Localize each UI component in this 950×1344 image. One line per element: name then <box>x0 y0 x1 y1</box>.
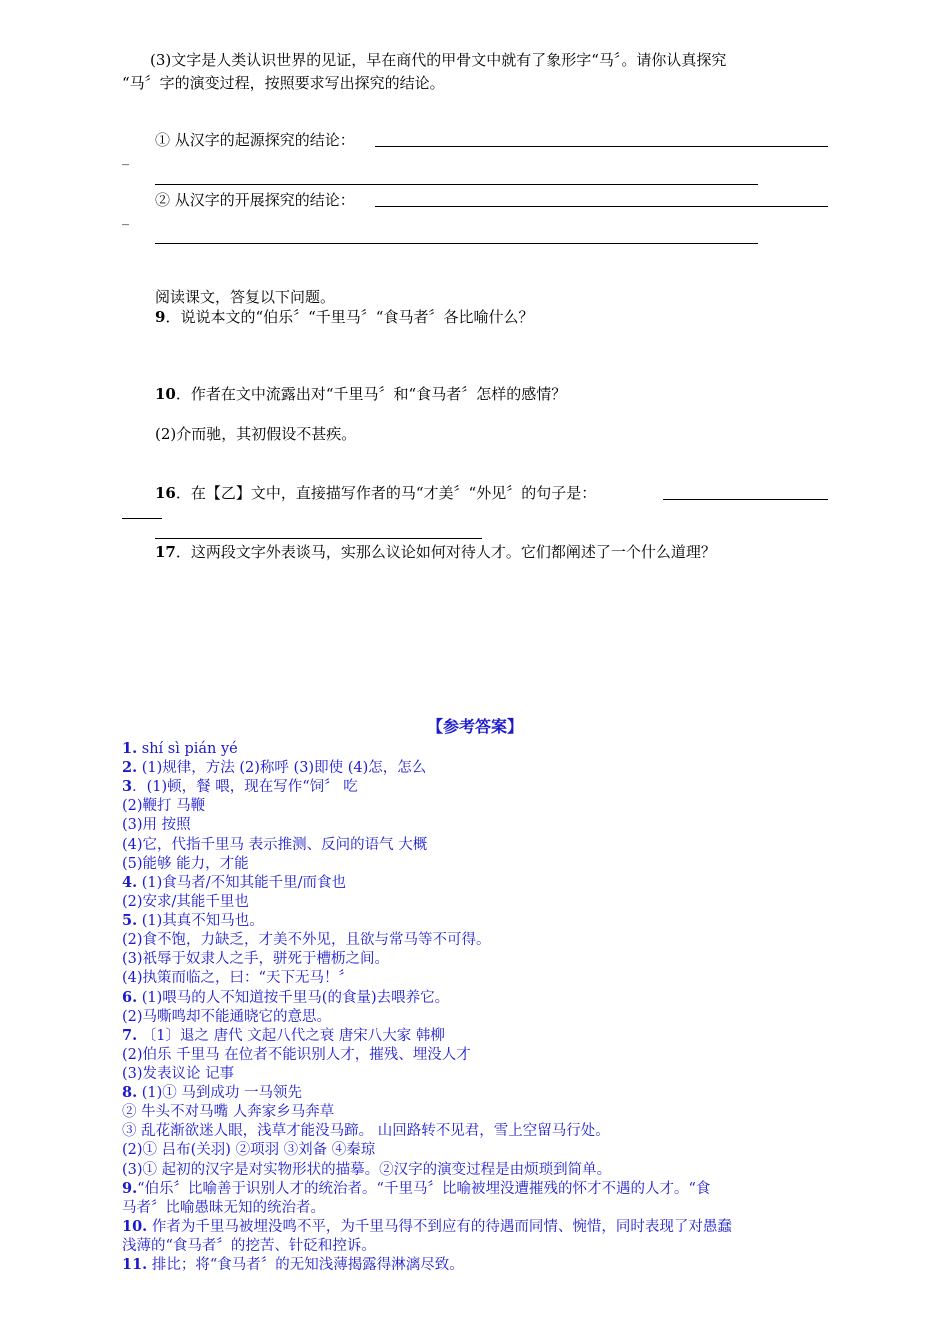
reading-intro: 阅读课文，答复以下问题。 <box>155 288 336 306</box>
answer-line: 10. 作者为千里马被埋没鸣不平，为千里马得不到应有的待遇而同情、惋惜，同时表现了对愚蠢 <box>122 1218 732 1235</box>
question-text: ．在【乙】文中，直接描写作者的马“才美〞“外见〞的句子是： <box>175 484 597 502</box>
question-number: 16 <box>155 484 176 502</box>
answer-line: (2)安求/其能千里也 <box>122 894 249 910</box>
answer-line: (2)马嘶鸣却不能通晓它的意思。 <box>122 1009 332 1025</box>
q3-item1-blank[interactable] <box>375 146 828 147</box>
question-17 <box>155 542 716 562</box>
answer-line: (2)伯乐 千里马 在位者不能识别人才，摧残、埋没人才 <box>122 1047 471 1063</box>
answer-line: 8. (1)① 马到成功 一马领先 <box>122 1084 303 1101</box>
answer-line: (3)用 按照 <box>122 817 191 833</box>
q3-item2-label: ② 从汉字的开展探究的结论： <box>155 191 355 209</box>
answer-line: 2. (1)规律，方法 (2)称呼 (3)即使 (4)怎，怎么 <box>122 759 427 776</box>
answer-line: 6. (1)喂马的人不知道按千里马(的食量)去喂养它。 <box>122 989 450 1006</box>
answer-line: 4. (1)食马者/不知其能千里/而食也 <box>122 874 347 891</box>
answer-line: 9.“伯乐〞比喻善于识别人才的统治者。“千里马〞比喻被埋没遭摧残的怀才不遇的人才。“食 <box>122 1180 711 1197</box>
answer-line: 浅薄的“食马者〞的挖苦、针砭和控诉。 <box>122 1238 376 1254</box>
answer-line: (4)执策而临之，曰：“天下无马！〞 <box>122 970 353 986</box>
q16-blank-cont[interactable] <box>122 518 162 519</box>
answer-line: (3)发表议论 记事 <box>122 1066 235 1082</box>
q3-line1: (3)文字是人类认识世界的见证，早在商代的甲骨文中就有了象形字“马〞。请你认真探究 <box>150 51 727 69</box>
question-text: ．这两段文字外表谈马，实那么议论如何对待人才。它们都阐述了一个什么道理？ <box>175 543 716 561</box>
question-number: 9 <box>155 308 166 326</box>
answer-line: 3．(1)顿，餐 喂，现在写作“饲〞 吃 <box>122 778 358 795</box>
answer-line: 马者〞比喻愚昧无知的统治者。 <box>122 1200 325 1216</box>
q3-item2-blank[interactable] <box>375 206 828 207</box>
answer-line: 7. 〔1〕退之 唐代 文起八代之衰 唐宋八大家 韩柳 <box>122 1027 445 1044</box>
answer-line: ② 牛头不对马嘴 人奔家乡马奔草 <box>122 1104 335 1120</box>
question-10 <box>155 384 566 404</box>
answer-line: 5. (1)其真不知马也。 <box>122 912 264 929</box>
sentence-2: (2)介而驰，其初假设不甚疾。 <box>155 425 357 443</box>
dash-mark: _ <box>122 210 129 226</box>
q16-blank[interactable] <box>663 499 828 500</box>
q16-blank-line2[interactable] <box>155 538 482 539</box>
answer-line: (2)食不饱，力缺乏，才美不外见，且欲与常马等不可得。 <box>122 932 491 948</box>
question-text: ．作者在文中流露出对“千里马〞和“食马者〞怎样的感情？ <box>175 385 567 403</box>
question-text: ．说说本文的“伯乐〞“千里马〞“食马者〞各比喻什么？ <box>165 308 534 326</box>
q3-item1-label: ① 从汉字的起源探究的结论： <box>155 131 355 149</box>
answer-line: (2)鞭打 马鞭 <box>122 798 206 814</box>
question-number: 10 <box>155 385 176 403</box>
question-16 <box>155 483 596 503</box>
answer-line: (4)它，代指千里马 表示推测、反问的语气 大概 <box>122 837 428 853</box>
answer-line: 11. 排比；将“食马者〞的无知浅薄揭露得淋漓尽致。 <box>122 1256 464 1273</box>
answer-line: ③ 乱花渐欲迷人眼，浅草才能没马蹄。 山回路转不见君，雪上空留马行处。 <box>122 1123 610 1139</box>
answer-line: 1. shí sì pián yé <box>122 740 238 757</box>
q3-line2: “马〞字的演变过程，按照要求写出探究的结论。 <box>122 74 445 92</box>
dash-mark: _ <box>122 150 129 166</box>
question-number: 17 <box>155 543 176 561</box>
question-9 <box>155 307 533 327</box>
answer-line: (5)能够 能力，才能 <box>122 856 249 872</box>
answers-title: 【参考答案】 <box>426 717 523 736</box>
q3-item2-blank-line2[interactable] <box>155 243 758 244</box>
answer-line: (3)祇辱于奴隶人之手，骈死于槽枥之间。 <box>122 951 390 967</box>
q3-item1-blank-line2[interactable] <box>155 184 758 185</box>
answer-line: (3)① 起初的汉字是对实物形状的描摹。②汉字的演变过程是由烦琐到简单。 <box>122 1162 612 1178</box>
answer-line: (2)① 吕布(关羽) ②项羽 ③刘备 ④秦琼 <box>122 1142 376 1158</box>
